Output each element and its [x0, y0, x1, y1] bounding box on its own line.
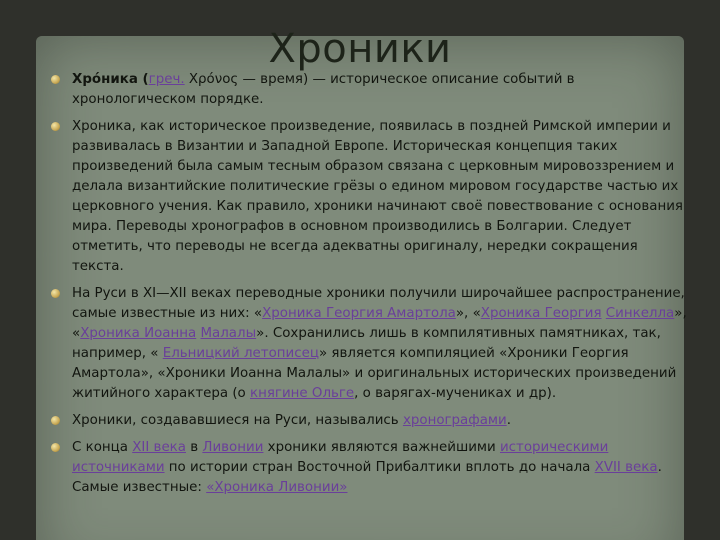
- term-text: (: [137, 72, 149, 87]
- slide-title: Хроники: [268, 26, 452, 72]
- wiki-link[interactable]: хронографами: [402, 413, 507, 428]
- body-text: На Руси в XI—XII веках переводные хроники получили широчайшее распространение, самые известные из них: «: [72, 285, 685, 322]
- body-text: С конца: [72, 439, 133, 455]
- body-text: Хроники, создававшиеся на Руси, назывались: [72, 413, 403, 428]
- bullet-icon: [51, 416, 60, 425]
- wiki-link[interactable]: Синкелла: [605, 306, 675, 322]
- bullet-icon: [51, 122, 60, 131]
- body-text: Χρόνος — время) — историческое описание событий в хронологическом порядке.: [72, 72, 575, 108]
- term-text: Хро́ника: [72, 72, 138, 87]
- wiki-link[interactable]: греч.: [148, 72, 185, 87]
- wiki-link[interactable]: «Хроника Ливонии»: [206, 479, 348, 495]
- body-text: по истории стран Восточной Прибалтики вплоть до начала: [164, 459, 595, 475]
- bullet-icon: [51, 443, 60, 452]
- wiki-link[interactable]: Хроника Иоанна: [80, 326, 197, 342]
- body-text: , о варягах-мучениках и др).: [354, 386, 557, 402]
- body-text: ». Сохранились лишь в компилятивных памятниках, так, например, «: [72, 326, 661, 362]
- body-text: » является компиляцией «Хроники Георгия Амартола», «Хроники Иоанна Малалы» и оригинальных исторических произведений житийного характера (о: [72, 346, 677, 402]
- body-text: », «: [455, 306, 481, 322]
- bullet-item: [50, 284, 690, 405]
- bullet-item: [50, 411, 690, 431]
- bullet-item: [50, 117, 690, 278]
- wiki-link[interactable]: XII века: [132, 439, 186, 455]
- bullet-list: [50, 70, 690, 504]
- wiki-link[interactable]: Ельницкий летописец: [162, 346, 319, 362]
- wiki-link[interactable]: Малалы: [200, 326, 257, 342]
- body-text: », «: [72, 306, 687, 342]
- wiki-link[interactable]: XVII века: [594, 459, 658, 475]
- wiki-link[interactable]: историческими источниками: [72, 439, 609, 475]
- body-text: хроники являются важнейшими: [263, 439, 500, 455]
- body-text: .: [506, 413, 511, 428]
- wiki-link[interactable]: Хроника Георгия Амартола: [262, 306, 456, 322]
- bullet-icon: [51, 75, 60, 84]
- body-text: . Самые известные:: [72, 459, 662, 495]
- wiki-link[interactable]: Ливонии: [202, 439, 264, 455]
- body-text: Хроника, как историческое произведение, появилась в поздней Римской империи и развивалась в Византии и Западной Европе. Историческая концепция таких произведений была самым тесным образом связана с церковным мировоззрением и делала византийские политические грёзы о едином мировом государстве частью их церковного учения. Как правило, хроники начинают своё повествование с основания мира. Переводы хронографов в основном производились в Болгарии. Следует отметить, что переводы не всегда адекватны оригиналу, нередки сокращения текста.: [72, 118, 683, 275]
- body-text: в: [185, 439, 203, 455]
- bullet-icon: [51, 289, 60, 298]
- wiki-link[interactable]: Хроника Георгия: [480, 306, 602, 322]
- bullet-item: [50, 438, 690, 498]
- wiki-link[interactable]: княгине Ольге: [250, 386, 355, 402]
- bullet-item: [50, 70, 690, 110]
